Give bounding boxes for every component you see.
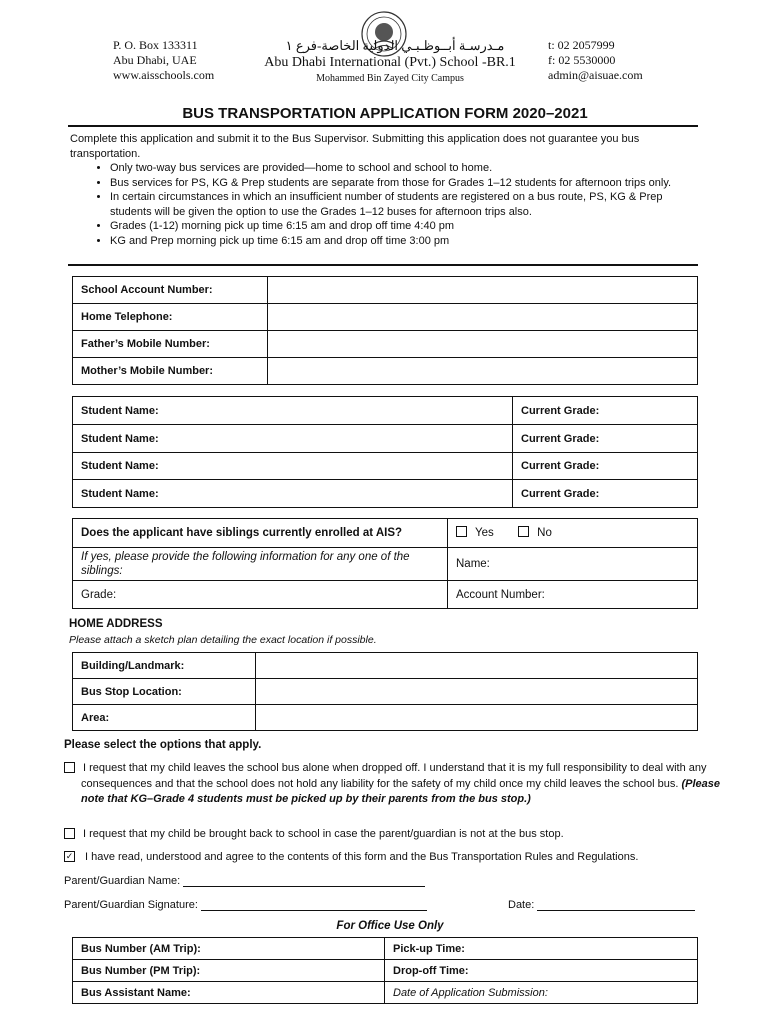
- telephone: t: 02 2057999: [548, 38, 615, 52]
- title-rule: [68, 125, 698, 127]
- date-label: Date:: [508, 899, 535, 911]
- current-grade-cell[interactable]: Current Grade:: [513, 453, 698, 480]
- guardian-name-line[interactable]: [183, 874, 425, 887]
- school-name-block: [240, 38, 540, 86]
- student-name-cell[interactable]: Student Name:: [73, 397, 513, 425]
- bullet-item: • Only two-way bus services are provided—home to school and school to home.: [110, 161, 700, 176]
- account-table: [72, 276, 698, 385]
- agree-checkbox-checked-icon[interactable]: ✓: [65, 850, 74, 861]
- address-table: [72, 652, 698, 731]
- po-box: P. O. Box 133311: [113, 38, 198, 52]
- office-table: [72, 937, 698, 1004]
- father-mobile-label: Father’s Mobile Number:: [73, 331, 268, 358]
- bring-back-checkbox[interactable]: [64, 828, 75, 839]
- student-table: [72, 396, 698, 508]
- bullet-item: • KG and Prep morning pick up time 6:15 am and drop off time 3:00 pm: [110, 234, 700, 249]
- form-title: BUS TRANSPORTATION APPLICATION FORM 2020–2021: [182, 105, 588, 122]
- leave-alone-checkbox[interactable]: [64, 762, 75, 773]
- pickup-time-cell[interactable]: Pick-up Time:: [385, 938, 698, 960]
- school-address: [113, 38, 214, 83]
- mother-mobile-field[interactable]: [268, 358, 698, 385]
- arabic-school-name: مـدرسـة أبــوظـبـي الدولية الخاصة-فرع ١: [285, 38, 505, 53]
- home-telephone-field[interactable]: [268, 304, 698, 331]
- account-number-field[interactable]: [268, 277, 698, 304]
- sibling-name-field[interactable]: Name:: [448, 548, 698, 581]
- building-landmark-field[interactable]: [256, 653, 698, 679]
- mother-mobile-label: Mother’s Mobile Number:: [73, 358, 268, 385]
- student-name-cell[interactable]: Student Name:: [73, 425, 513, 453]
- option-bring-back: [64, 827, 704, 843]
- date-line[interactable]: [537, 898, 695, 911]
- intro-section: [70, 132, 700, 248]
- leave-alone-note: (Please note that KG–Grade 4 students must be picked up by their parents from the bus stop.): [81, 777, 720, 805]
- siblings-ifyes-note: If yes, please provide the following information for any one of the siblings:: [73, 548, 448, 581]
- student-name-cell[interactable]: Student Name:: [73, 453, 513, 480]
- home-telephone-label: Home Telephone:: [73, 304, 268, 331]
- agree-text: I have read, understood and agree to the contents of this form and the Bus Transportation Rules and Regulations.: [85, 851, 639, 863]
- intro-text: Complete this application and submit it to the Bus Supervisor. Submitting this application does not guarantee you bus transportation.: [70, 133, 640, 160]
- area-field[interactable]: [256, 705, 698, 731]
- guardian-signature-label: Parent/Guardian Signature:: [64, 899, 198, 911]
- building-landmark-label: Building/Landmark:: [73, 653, 256, 679]
- bring-back-text: I request that my child be brought back to school in case the parent/guardian is not at the bus stop.: [83, 828, 564, 840]
- home-address-note: Please attach a sketch plan detailing the exact location if possible.: [69, 634, 377, 646]
- bus-number-pm-cell[interactable]: Bus Number (PM Trip):: [73, 960, 385, 982]
- area-label: Area:: [73, 705, 256, 731]
- siblings-table: [72, 518, 698, 609]
- option-agree: [64, 850, 704, 866]
- intro-rule: [68, 264, 698, 266]
- intro-bullets: [70, 161, 700, 248]
- email[interactable]: admin@aisuae.com: [548, 68, 643, 82]
- bullet-item: • Grades (1-12) morning pick up time 6:15 am and drop off time 4:40 pm: [110, 219, 700, 234]
- office-use-heading: For Office Use Only: [336, 920, 444, 932]
- current-grade-cell[interactable]: Current Grade:: [513, 397, 698, 425]
- student-name-cell[interactable]: Student Name:: [73, 480, 513, 508]
- sibling-account-field[interactable]: Account Number:: [448, 581, 698, 609]
- current-grade-cell[interactable]: Current Grade:: [513, 480, 698, 508]
- guardian-name-row: [64, 874, 425, 887]
- guardian-signature-line[interactable]: [201, 898, 427, 911]
- no-label: No: [537, 527, 552, 539]
- options-heading: Please select the options that apply.: [64, 739, 262, 751]
- bus-stop-field[interactable]: [256, 679, 698, 705]
- website[interactable]: www.aisschools.com: [113, 68, 215, 82]
- siblings-question: Does the applicant have siblings currently enrolled at AIS?: [73, 519, 448, 548]
- no-checkbox[interactable]: [518, 526, 529, 537]
- bus-assistant-cell[interactable]: Bus Assistant Name:: [73, 982, 385, 1004]
- guardian-name-label: Parent/Guardian Name:: [64, 875, 181, 887]
- campus-name: Mohammed Bin Zayed City Campus: [316, 73, 464, 84]
- home-address-heading: HOME ADDRESS: [69, 618, 163, 630]
- bullet-item: • Bus services for PS, KG & Prep students are separate from those for Grades 1–12 students for afternoon trips only.: [110, 176, 700, 191]
- school-contact: [548, 38, 643, 83]
- school-name: Abu Dhabi International (Pvt.) School -BR.1: [264, 55, 516, 70]
- bus-number-am-cell[interactable]: Bus Number (AM Trip):: [73, 938, 385, 960]
- account-number-label: School Account Number:: [73, 277, 268, 304]
- bus-stop-label: Bus Stop Location:: [73, 679, 256, 705]
- date-row: [508, 898, 695, 911]
- siblings-answer: [448, 519, 698, 548]
- current-grade-cell[interactable]: Current Grade:: [513, 425, 698, 453]
- fax: f: 02 5530000: [548, 53, 616, 67]
- father-mobile-field[interactable]: [268, 331, 698, 358]
- submission-date-cell[interactable]: Date of Application Submission:: [385, 982, 698, 1004]
- yes-label: Yes: [475, 527, 494, 539]
- dropoff-time-cell[interactable]: Drop-off Time:: [385, 960, 698, 982]
- sibling-grade-field[interactable]: Grade:: [73, 581, 448, 609]
- guardian-signature-row: [64, 898, 427, 911]
- bullet-item: • In certain circumstances in which an insufficient number of students are registered on a bus route, PS, KG & Prep students will be given the option to use the Grades 1–12 buses for afternoon trips also.: [110, 190, 700, 219]
- city: Abu Dhabi, UAE: [113, 53, 197, 67]
- option-leave-alone: [64, 761, 721, 808]
- yes-checkbox[interactable]: [456, 526, 467, 537]
- leave-alone-text: I request that my child leaves the school bus alone when dropped off. I understand that it is my full responsibility to deal with any consequences and that the school does not hold any liability for the safety of my child once my child leaves the school bus.: [81, 762, 707, 790]
